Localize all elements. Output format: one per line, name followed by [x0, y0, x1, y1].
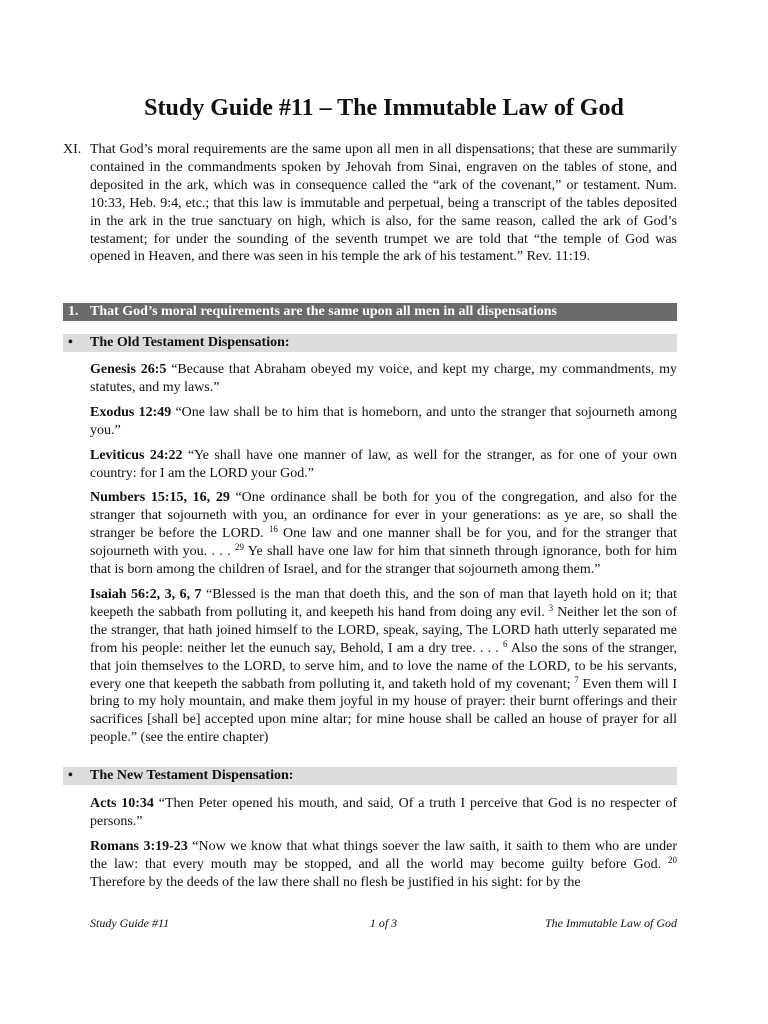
verse-text: “Because that Abraham obeyed my voice, and kept my charge, my commandments, my statutes, and my laws.”	[90, 362, 677, 395]
verse-reference: Acts 10:34	[90, 796, 154, 811]
verse-text: “Ye shall have one manner of law, as well for the stranger, as for one of your own country: for I am the LORD your God.”	[90, 447, 677, 481]
verse-numbers	[90, 489, 677, 579]
new-testament-heading	[63, 767, 677, 785]
bullet: •	[68, 335, 73, 350]
section-title: That God’s moral requirements are the same upon all men in all dispensations	[90, 304, 557, 319]
verse-number: 20	[668, 854, 677, 865]
verse-text: Even them will I bring to my holy mountain, and make them joyful in my house of prayer: their burnt offerings and their sacrifices [shall be] accepted upon mine altar; for mine house shall be called an house of prayer for all people.” (see the entire chapter)	[90, 676, 677, 746]
old-testament-heading	[63, 334, 677, 352]
verse-text: Ye shall have one law for him that sinneth through ignorance, both for him that is born among the children of Israel, and for the stranger that sojourneth among them.”	[90, 544, 677, 578]
verse-text: Neither let the son of the stranger, that hath joined himself to the LORD, speak, saying, The LORD hath utterly separated me from his people: neither let the eunuch say, Behold, I am a dry tree. . . .	[90, 604, 677, 656]
intro-paragraph	[63, 141, 677, 266]
verse-leviticus	[90, 447, 677, 483]
intro-number: XI.	[63, 142, 82, 157]
verse-reference: Numbers 15:15, 16, 29	[90, 490, 230, 506]
verse-reference: Leviticus 24:22	[90, 447, 183, 463]
verse-text: One law and one manner shall be for you, and for the stranger that sojourneth with you. . . .	[90, 526, 677, 560]
verse-number: 29	[234, 542, 244, 553]
verse-text: Also the sons of the stranger, that join themselves to the LORD, to serve him, and to love the name of the LORD, to be his servants, every one that keepeth the sabbath from polluting it, and taketh hold of my covenant;	[90, 640, 677, 692]
page-number: 1 of 3	[369, 916, 398, 930]
verse-text: “Blessed is the man that doeth this, and the son of man that layeth hold on it; that keepeth the sabbath from polluting it, and keepeth his hand from doing any evil.	[90, 586, 678, 620]
verse-number: 7	[574, 674, 579, 685]
verse-number: 6	[502, 638, 508, 649]
subheading-label: The New Testament Dispensation:	[90, 768, 294, 783]
verse-number: 3	[548, 602, 554, 613]
verse-reference: Genesis 26:5	[90, 362, 167, 377]
bullet: •	[68, 768, 73, 783]
verse-text: “Then Peter opened his mouth, and said, Of a truth I perceive that God is no respecter of persons.”	[90, 796, 677, 829]
verse-number: 16	[268, 524, 278, 535]
new-testament-verses	[90, 795, 677, 899]
intro-text: That God’s moral requirements are the same upon all men in all dispensations; that these are summarily contained in the commandments spoken by Jehovah from Sinai, engraven on the tables of stone, and deposited in the ark, which was in consequence called the “ark of the covenant,” or testament. Num. 10:33, Heb. 9:4, etc.; that this law is immutable and perpetual, being a transcript of the tables deposited in the ark in the true sanctuary on high, which is also, for the same reason, called the ark of God’s testament; for under the sounding of the seventh trumpet we are told that “the temple of God was opened in Heaven, and there was seen in his temple the ark of his testament.” Rev. 11:19.	[90, 142, 677, 265]
verse-romans	[90, 838, 677, 892]
verse-reference: Isaiah 56:2, 3, 6, 7	[90, 586, 202, 602]
old-testament-verses	[90, 361, 677, 754]
verse-reference: Romans 3:19-23	[90, 838, 188, 854]
page-footer	[90, 916, 677, 932]
subheading-label: The Old Testament Dispensation:	[90, 335, 290, 350]
verse-acts	[90, 795, 677, 831]
verse-text: “One ordinance shall be both for you of the congregation, and also for the stranger that sojourneth with you, an ordinance for ever in your generations: as ye are, so shall the stranger be before the LORD.	[90, 490, 677, 542]
footer-left: Study Guide #11	[90, 916, 170, 930]
verse-text: “One law shall be to him that is homeborn, and unto the stranger that sojourneth among you.”	[90, 404, 677, 438]
section-heading	[63, 303, 677, 321]
verse-genesis	[90, 361, 677, 397]
verse-text: “Now we know that what things soever the law saith, it saith to them who are under the law: that every mouth may be stopped, and all the world may become guilty before God.	[90, 838, 677, 872]
page-title: Study Guide #11 – The Immutable Law of God	[144, 95, 624, 121]
verse-exodus	[90, 404, 677, 440]
verse-text: Therefore by the deeds of the law there shall no flesh be justified in his sight: for by the	[90, 874, 581, 890]
verse-reference: Exodus 12:49	[90, 404, 172, 420]
verse-isaiah	[90, 586, 677, 747]
footer-right: The Immutable Law of God	[545, 916, 677, 930]
section-number: 1.	[68, 304, 79, 319]
